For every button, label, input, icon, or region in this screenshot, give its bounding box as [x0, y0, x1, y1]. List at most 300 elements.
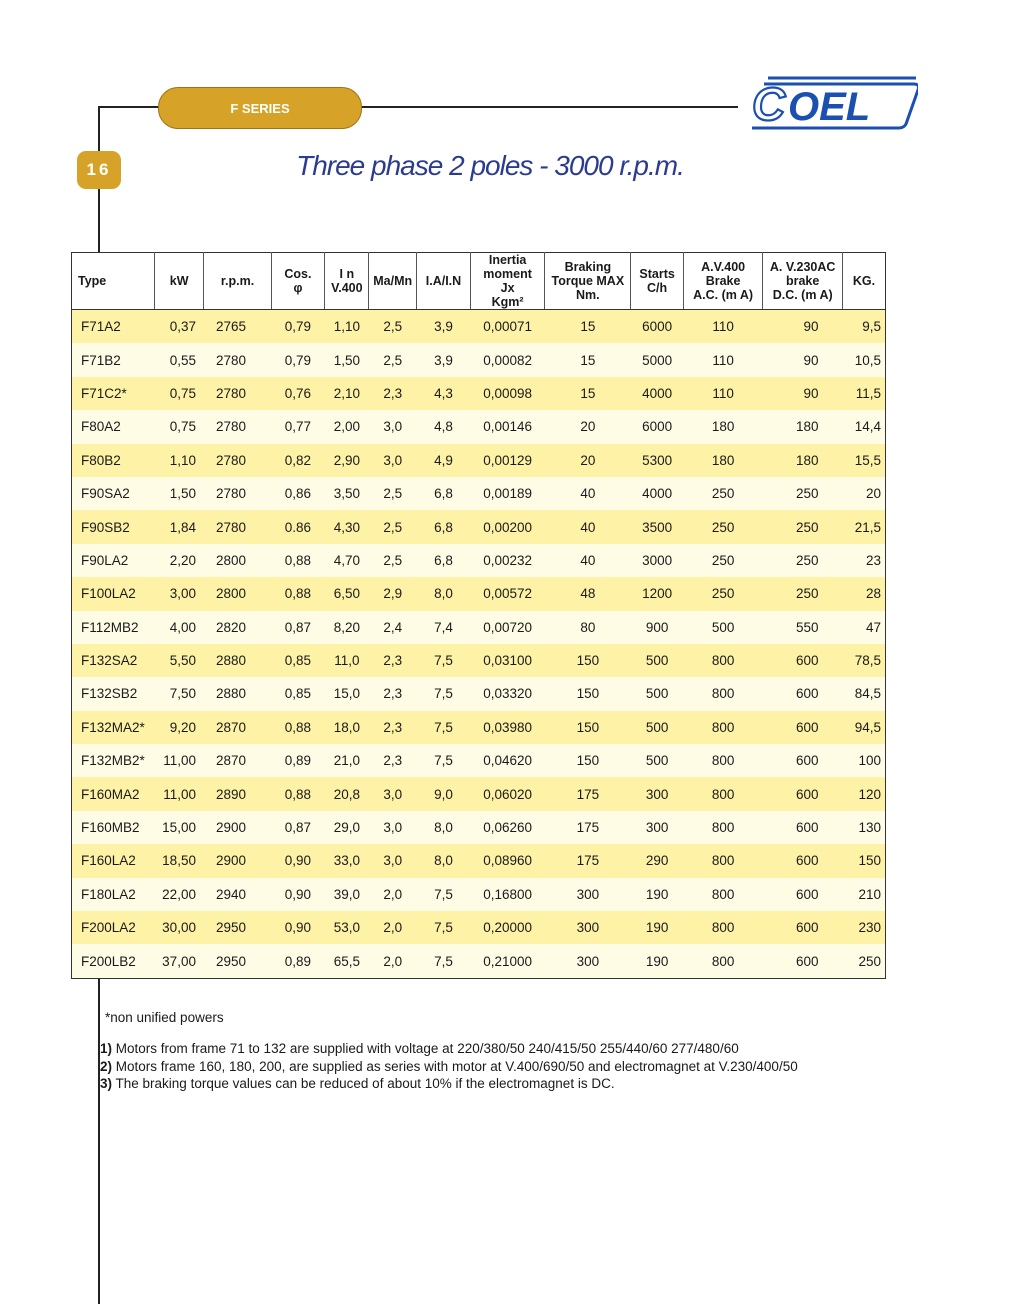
cell-weight: 130 [842, 811, 885, 844]
cell-brake-dc: 180 [763, 410, 843, 443]
notes-list [100, 1040, 798, 1093]
cell-ia-in: 6,8 [417, 510, 471, 543]
cell-ia-in: 7,5 [417, 911, 471, 944]
cell-ma-mn: 2,3 [369, 644, 417, 677]
cell-weight: 21,5 [842, 510, 885, 543]
cell-weight: 250 [842, 944, 885, 978]
header-line: C/h [647, 281, 668, 295]
table-header-row [72, 253, 886, 310]
cell-ia-in: 7,4 [417, 611, 471, 644]
cell-in-v400: 33,0 [325, 844, 369, 877]
cell-cos-phi: 0,88 [271, 711, 325, 744]
cell-inertia: 0,00232 [470, 544, 544, 577]
cell-inertia: 0,00098 [470, 377, 544, 410]
table-row [72, 644, 886, 677]
cell-weight: 78,5 [842, 644, 885, 677]
cell-kw: 37,00 [154, 944, 204, 978]
cell-inertia: 0,00129 [470, 444, 544, 477]
header-line: Brake [705, 274, 741, 288]
cell-type: F160MA2 [72, 777, 155, 810]
page-number: 16 [77, 151, 121, 189]
cell-cos-phi: 0,90 [271, 844, 325, 877]
cell-type: F90SA2 [72, 477, 155, 510]
note-number: 2) [100, 1058, 113, 1074]
cell-type: F71B2 [72, 343, 155, 376]
svg-text:C: C [752, 78, 786, 130]
cell-cos-phi: 0,82 [271, 444, 325, 477]
header-inertia [470, 253, 544, 310]
cell-brake-ac: 800 [683, 677, 763, 710]
cell-inertia: 0,03320 [470, 677, 544, 710]
cell-ma-mn: 2,0 [369, 878, 417, 911]
cell-rpm: 2900 [204, 844, 271, 877]
header-brake-ac [683, 253, 763, 310]
header-ma-mn [369, 253, 417, 310]
header-type [72, 253, 155, 310]
cell-in-v400: 6,50 [325, 577, 369, 610]
cell-cos-phi: 0,76 [271, 377, 325, 410]
cell-starts: 500 [631, 644, 683, 677]
cell-type: F132MB2* [72, 744, 155, 777]
header-brake-dc [763, 253, 843, 310]
cell-ma-mn: 2,0 [369, 911, 417, 944]
cell-inertia: 0,21000 [470, 944, 544, 978]
cell-ma-mn: 2,5 [369, 477, 417, 510]
cell-brake-ac: 250 [683, 577, 763, 610]
cell-type: F71A2 [72, 310, 155, 344]
header-line: φ [293, 281, 303, 295]
cell-ia-in: 4,3 [417, 377, 471, 410]
page-title: Three phase 2 poles - 3000 r.p.m. [296, 150, 684, 181]
cell-weight: 28 [842, 577, 885, 610]
table-row [72, 444, 886, 477]
cell-braking-torque: 40 [545, 510, 631, 543]
cell-starts: 6000 [631, 310, 683, 344]
table-body [72, 310, 886, 979]
cell-cos-phi: 0,89 [271, 944, 325, 978]
cell-type: F90LA2 [72, 544, 155, 577]
cell-braking-torque: 175 [545, 844, 631, 877]
cell-ma-mn: 2,3 [369, 744, 417, 777]
cell-starts: 500 [631, 744, 683, 777]
cell-inertia: 0,03980 [470, 711, 544, 744]
cell-kw: 0,75 [154, 377, 204, 410]
cell-kw: 11,00 [154, 777, 204, 810]
cell-kw: 2,20 [154, 544, 204, 577]
cell-weight: 23 [842, 544, 885, 577]
cell-ia-in: 7,5 [417, 711, 471, 744]
cell-brake-ac: 250 [683, 510, 763, 543]
cell-ia-in: 7,5 [417, 944, 471, 978]
header-line: A. V.230AC [769, 260, 836, 274]
header-braking-torque [545, 253, 631, 310]
cell-starts: 1200 [631, 577, 683, 610]
cell-kw: 4,00 [154, 611, 204, 644]
cell-braking-torque: 150 [545, 744, 631, 777]
table-row [72, 811, 886, 844]
cell-cos-phi: 0,87 [271, 611, 325, 644]
note-item [100, 1075, 798, 1093]
cell-brake-ac: 180 [683, 444, 763, 477]
note-text: The braking torque values can be reduced of about 10% if the electromagnet is DC. [112, 1076, 615, 1091]
cell-kw: 5,50 [154, 644, 204, 677]
cell-brake-dc: 250 [763, 544, 843, 577]
cell-inertia: 0,16800 [470, 878, 544, 911]
cell-type: F112MB2 [72, 611, 155, 644]
cell-brake-dc: 90 [763, 343, 843, 376]
cell-brake-dc: 90 [763, 377, 843, 410]
cell-brake-dc: 600 [763, 911, 843, 944]
cell-kw: 1,84 [154, 510, 204, 543]
cell-brake-dc: 600 [763, 644, 843, 677]
cell-rpm: 2940 [204, 878, 271, 911]
cell-ma-mn: 3,0 [369, 444, 417, 477]
note-text: Motors frame 160, 180, 200, are supplied as series with motor at V.400/690/50 and electromagnet at V.230/400/50 [112, 1058, 798, 1074]
cell-braking-torque: 48 [545, 577, 631, 610]
cell-kw: 11,00 [154, 744, 204, 777]
header-line: brake [785, 274, 820, 288]
cell-cos-phi: 0.86 [271, 510, 325, 543]
cell-ia-in: 7,5 [417, 744, 471, 777]
cell-brake-ac: 110 [683, 310, 763, 344]
cell-cos-phi: 0,88 [271, 777, 325, 810]
cell-ia-in: 3,9 [417, 343, 471, 376]
table-row [72, 744, 886, 777]
cell-braking-torque: 175 [545, 811, 631, 844]
cell-braking-torque: 150 [545, 644, 631, 677]
cell-rpm: 2890 [204, 777, 271, 810]
table-row [72, 510, 886, 543]
table-row [72, 577, 886, 610]
header-line: I.A/I.N [425, 274, 462, 288]
cell-braking-torque: 300 [545, 878, 631, 911]
cell-brake-dc: 600 [763, 944, 843, 978]
cell-starts: 5000 [631, 343, 683, 376]
cell-ma-mn: 2,5 [369, 310, 417, 344]
cell-cos-phi: 0,79 [271, 310, 325, 344]
svg-text:OEL: OEL [788, 85, 871, 129]
header-line: KG. [852, 274, 876, 288]
cell-weight: 20 [842, 477, 885, 510]
cell-brake-ac: 800 [683, 878, 763, 911]
cell-kw: 0,55 [154, 343, 204, 376]
header-line: kW [169, 274, 189, 288]
cell-brake-dc: 600 [763, 744, 843, 777]
header-kw [154, 253, 204, 310]
cell-weight: 47 [842, 611, 885, 644]
table-row [72, 343, 886, 376]
cell-weight: 210 [842, 878, 885, 911]
cell-ia-in: 4,9 [417, 444, 471, 477]
cell-weight: 94,5 [842, 711, 885, 744]
cell-cos-phi: 0,79 [271, 343, 325, 376]
header-in-v400 [325, 253, 369, 310]
cell-starts: 300 [631, 811, 683, 844]
table-row [72, 777, 886, 810]
cell-in-v400: 21,0 [325, 744, 369, 777]
cell-inertia: 0,00082 [470, 343, 544, 376]
header-line: I n [339, 267, 355, 281]
table-row [72, 878, 886, 911]
cell-weight: 15,5 [842, 444, 885, 477]
cell-starts: 300 [631, 777, 683, 810]
cell-cos-phi: 0,86 [271, 477, 325, 510]
table-row [72, 377, 886, 410]
cell-rpm: 2870 [204, 711, 271, 744]
table-row [72, 477, 886, 510]
cell-braking-torque: 20 [545, 410, 631, 443]
cell-rpm: 2780 [204, 510, 271, 543]
cell-rpm: 2900 [204, 811, 271, 844]
cell-weight: 100 [842, 744, 885, 777]
cell-in-v400: 11,0 [325, 644, 369, 677]
table-row [72, 310, 886, 344]
cell-weight: 11,5 [842, 377, 885, 410]
cell-type: F200LA2 [72, 911, 155, 944]
cell-braking-torque: 300 [545, 911, 631, 944]
cell-braking-torque: 40 [545, 544, 631, 577]
cell-rpm: 2780 [204, 444, 271, 477]
table-row [72, 844, 886, 877]
header-line: Starts [639, 267, 675, 281]
cell-in-v400: 20,8 [325, 777, 369, 810]
cell-ma-mn: 2,0 [369, 944, 417, 978]
cell-cos-phi: 0,89 [271, 744, 325, 777]
table-row [72, 911, 886, 944]
cell-ia-in: 8,0 [417, 811, 471, 844]
cell-brake-dc: 550 [763, 611, 843, 644]
cell-brake-ac: 250 [683, 544, 763, 577]
cell-type: F160LA2 [72, 844, 155, 877]
cell-brake-ac: 800 [683, 911, 763, 944]
cell-brake-ac: 800 [683, 644, 763, 677]
cell-brake-ac: 110 [683, 377, 763, 410]
cell-starts: 6000 [631, 410, 683, 443]
cell-braking-torque: 80 [545, 611, 631, 644]
cell-in-v400: 15,0 [325, 677, 369, 710]
cell-brake-dc: 600 [763, 711, 843, 744]
cell-ma-mn: 3,0 [369, 777, 417, 810]
cell-rpm: 2800 [204, 544, 271, 577]
table-row [72, 544, 886, 577]
cell-kw: 9,20 [154, 711, 204, 744]
cell-in-v400: 4,70 [325, 544, 369, 577]
cell-in-v400: 53,0 [325, 911, 369, 944]
cell-inertia: 0,06260 [470, 811, 544, 844]
cell-brake-ac: 800 [683, 811, 763, 844]
cell-kw: 30,00 [154, 911, 204, 944]
cell-in-v400: 65,5 [325, 944, 369, 978]
cell-starts: 500 [631, 711, 683, 744]
header-ia-in [417, 253, 471, 310]
header-line: Inertia [488, 253, 527, 267]
cell-rpm: 2950 [204, 944, 271, 978]
header-line: r.p.m. [220, 274, 255, 288]
cell-weight: 120 [842, 777, 885, 810]
header-line: moment [483, 267, 532, 281]
cell-kw: 15,00 [154, 811, 204, 844]
cell-ia-in: 9,0 [417, 777, 471, 810]
cell-kw: 22,00 [154, 878, 204, 911]
cell-brake-ac: 110 [683, 343, 763, 376]
note-number: 3) [100, 1076, 113, 1091]
cell-cos-phi: 0,88 [271, 544, 325, 577]
cell-kw: 7,50 [154, 677, 204, 710]
cell-type: F80A2 [72, 410, 155, 443]
cell-starts: 290 [631, 844, 683, 877]
cell-kw: 18,50 [154, 844, 204, 877]
cell-inertia: 0,00189 [470, 477, 544, 510]
cell-kw: 1,10 [154, 444, 204, 477]
cell-in-v400: 1,50 [325, 343, 369, 376]
cell-brake-ac: 250 [683, 477, 763, 510]
cell-rpm: 2765 [204, 310, 271, 344]
cell-cos-phi: 0,90 [271, 878, 325, 911]
cell-brake-ac: 180 [683, 410, 763, 443]
cell-kw: 0,75 [154, 410, 204, 443]
cell-brake-dc: 90 [763, 310, 843, 344]
cell-starts: 4000 [631, 377, 683, 410]
cell-in-v400: 2,10 [325, 377, 369, 410]
cell-inertia: 0,04620 [470, 744, 544, 777]
cell-weight: 84,5 [842, 677, 885, 710]
cell-starts: 4000 [631, 477, 683, 510]
cell-in-v400: 3,50 [325, 477, 369, 510]
cell-ia-in: 8,0 [417, 844, 471, 877]
header-line: Type [78, 274, 107, 288]
cell-ma-mn: 3,0 [369, 811, 417, 844]
header-line: Cos. [284, 267, 312, 281]
cell-braking-torque: 15 [545, 310, 631, 344]
cell-braking-torque: 20 [545, 444, 631, 477]
cell-inertia: 0,20000 [470, 911, 544, 944]
cell-braking-torque: 150 [545, 677, 631, 710]
cell-rpm: 2780 [204, 377, 271, 410]
cell-inertia: 0,08960 [470, 844, 544, 877]
cell-ia-in: 6,8 [417, 544, 471, 577]
series-label: F SERIES [158, 87, 362, 129]
cell-ma-mn: 2,4 [369, 611, 417, 644]
cell-inertia: 0,00720 [470, 611, 544, 644]
cell-inertia: 0,00146 [470, 410, 544, 443]
cell-inertia: 0,00071 [470, 310, 544, 344]
cell-brake-ac: 800 [683, 777, 763, 810]
cell-weight: 14,4 [842, 410, 885, 443]
cell-in-v400: 18,0 [325, 711, 369, 744]
cell-rpm: 2950 [204, 911, 271, 944]
cell-starts: 3000 [631, 544, 683, 577]
cell-ia-in: 7,5 [417, 644, 471, 677]
note-number: 1) [100, 1041, 113, 1056]
cell-in-v400: 1,10 [325, 310, 369, 344]
cell-in-v400: 39,0 [325, 878, 369, 911]
cell-type: F71C2* [72, 377, 155, 410]
cell-inertia: 0,00572 [470, 577, 544, 610]
cell-brake-ac: 500 [683, 611, 763, 644]
note-item [100, 1040, 798, 1058]
cell-brake-dc: 600 [763, 677, 843, 710]
note-item [100, 1058, 798, 1076]
table-row [72, 410, 886, 443]
cell-brake-ac: 800 [683, 711, 763, 744]
cell-cos-phi: 0,87 [271, 811, 325, 844]
cell-ia-in: 7,5 [417, 677, 471, 710]
cell-ia-in: 6,8 [417, 477, 471, 510]
cell-starts: 500 [631, 677, 683, 710]
cell-starts: 190 [631, 944, 683, 978]
cell-inertia: 0,00200 [470, 510, 544, 543]
cell-in-v400: 29,0 [325, 811, 369, 844]
cell-ia-in: 4,8 [417, 410, 471, 443]
table-row [72, 711, 886, 744]
cell-ma-mn: 2,5 [369, 343, 417, 376]
cell-rpm: 2820 [204, 611, 271, 644]
cell-starts: 5300 [631, 444, 683, 477]
cell-ia-in: 3,9 [417, 310, 471, 344]
cell-kw: 1,50 [154, 477, 204, 510]
cell-brake-dc: 600 [763, 777, 843, 810]
cell-rpm: 2780 [204, 410, 271, 443]
cell-type: F160MB2 [72, 811, 155, 844]
cell-type: F100LA2 [72, 577, 155, 610]
cell-cos-phi: 0,90 [271, 911, 325, 944]
cell-inertia: 0,03100 [470, 644, 544, 677]
cell-ma-mn: 2,3 [369, 677, 417, 710]
header-line: A.V.400 [701, 260, 746, 274]
cell-ma-mn: 3,0 [369, 844, 417, 877]
table-row [72, 944, 886, 978]
footnote-non-unified: *non unified powers [105, 1010, 224, 1025]
cell-type: F132SB2 [72, 677, 155, 710]
coel-logo [748, 70, 918, 132]
cell-braking-torque: 15 [545, 343, 631, 376]
cell-weight: 10,5 [842, 343, 885, 376]
header-line: Braking [564, 260, 612, 274]
cell-brake-ac: 800 [683, 944, 763, 978]
cell-ma-mn: 3,0 [369, 410, 417, 443]
cell-starts: 900 [631, 611, 683, 644]
header-line: V.400 [331, 281, 363, 295]
cell-brake-dc: 600 [763, 844, 843, 877]
cell-braking-torque: 15 [545, 377, 631, 410]
header-starts [631, 253, 683, 310]
cell-ma-mn: 2,9 [369, 577, 417, 610]
cell-braking-torque: 175 [545, 777, 631, 810]
header-cos-phi [271, 253, 325, 310]
cell-type: F200LB2 [72, 944, 155, 978]
cell-type: F80B2 [72, 444, 155, 477]
cell-type: F132MA2* [72, 711, 155, 744]
cell-in-v400: 2,90 [325, 444, 369, 477]
header-line: Ma/Mn [373, 274, 413, 288]
cell-braking-torque: 40 [545, 477, 631, 510]
cell-starts: 190 [631, 878, 683, 911]
cell-ma-mn: 2,5 [369, 544, 417, 577]
cell-ia-in: 8,0 [417, 577, 471, 610]
cell-kw: 3,00 [154, 577, 204, 610]
cell-ma-mn: 2,5 [369, 510, 417, 543]
cell-brake-dc: 250 [763, 510, 843, 543]
header-line: D.C. (m A) [772, 288, 833, 302]
cell-ma-mn: 2,3 [369, 711, 417, 744]
cell-in-v400: 4,30 [325, 510, 369, 543]
cell-braking-torque: 150 [545, 711, 631, 744]
cell-brake-dc: 600 [763, 878, 843, 911]
cell-weight: 9,5 [842, 310, 885, 344]
cell-weight: 150 [842, 844, 885, 877]
header-line: Nm. [576, 288, 600, 302]
cell-in-v400: 8,20 [325, 611, 369, 644]
